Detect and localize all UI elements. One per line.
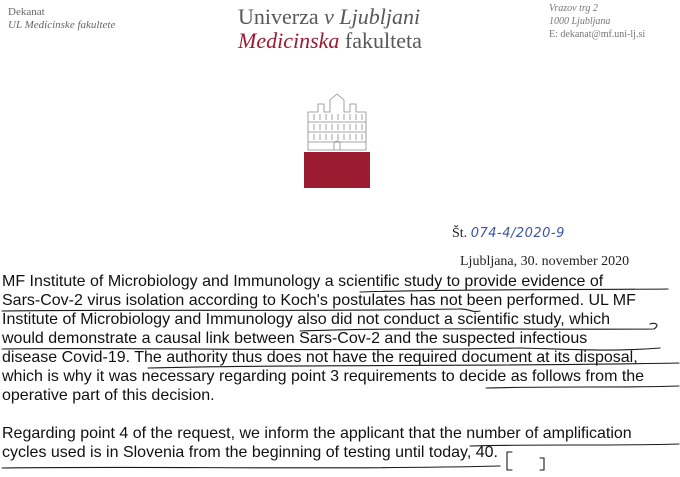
- dean-office-line: Dekanat: [8, 6, 45, 18]
- body-line: would demonstrate a causal link between Sars-Cov-2 and the suspected infectious: [2, 330, 588, 347]
- address-block: [549, 2, 645, 41]
- body-line: Institute of Microbiology and Immunology also did not conduct a scientific study, which: [2, 311, 611, 328]
- reference-prefix: Št.: [452, 226, 468, 241]
- body-line: disease Covid-19. The authority thus does not have the required document at its disposal,: [2, 349, 638, 366]
- body-line: Sars-Cov-2 virus isolation according to Koch's postulates has not been performed. UL MF: [2, 292, 636, 309]
- address-street: Vrazov trg 2: [549, 3, 598, 14]
- reference-number-line: [452, 226, 565, 242]
- date-line: Ljubljana, 30. november 2020: [460, 254, 630, 269]
- paragraph-gap: [2, 405, 680, 424]
- body-line: which is why it was necessary regarding point 3 requirements to decide as follows from the: [2, 368, 645, 385]
- university-city: v Ljubljani: [324, 4, 421, 29]
- underline-mark: [2, 466, 500, 468]
- faculty-logo: [304, 92, 370, 188]
- address-email: E: dekanat@mf.uni-lj.si: [549, 29, 646, 40]
- body-line: MF Institute of Microbiology and Immunology a scientific study to provide evidence of: [2, 273, 604, 290]
- university-title: [238, 4, 420, 30]
- faculty-name-line: UL Medicinske fakultete: [8, 19, 116, 31]
- reference-number-handwritten: 074-4/2020-9: [470, 226, 565, 241]
- faculty-name: Medicinska: [238, 28, 340, 53]
- body-line: operative part of this decision.: [2, 387, 215, 404]
- faculty-title: [238, 28, 422, 54]
- body-line: cycles used is in Slovenia from the beginning of testing until today, 40.: [2, 444, 498, 461]
- address-city: 1000 Ljubljana: [549, 16, 611, 27]
- dean-office-block: [8, 6, 115, 32]
- faculty-word: fakulteta: [339, 28, 422, 53]
- university-prefix: Univerza: [238, 4, 325, 29]
- letter-body: [2, 272, 680, 462]
- body-line: Regarding point 4 of the request, we inform the applicant that the number of amplification: [2, 425, 632, 442]
